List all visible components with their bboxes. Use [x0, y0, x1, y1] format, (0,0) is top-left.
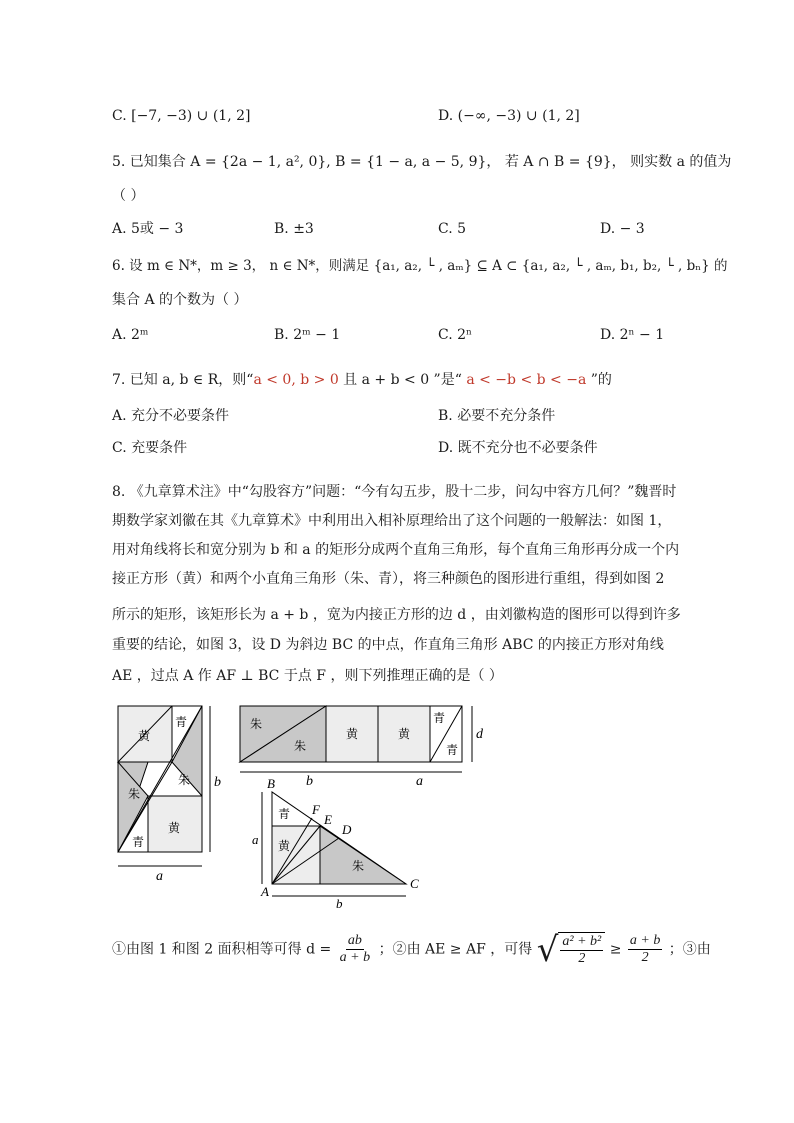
conclusion-2-rhs-den: 2 — [641, 950, 649, 965]
q5-stem: 5. 已知集合 A = {2a − 1, a², 0}, B = {1 − a, a − 5, 9}， 若 A ∩ B = {9}， 则实数 a 的值为 — [112, 154, 732, 170]
q7-prefix: 7. 已知 a, b ∈ R，则“ — [112, 372, 254, 388]
q5-option-d: D. − 3 — [600, 221, 645, 237]
q6-option-b: B. 2ᵐ − 1 — [274, 327, 341, 343]
fig3-label-B: B — [267, 776, 275, 791]
fig1-label-b: b — [214, 775, 221, 790]
conclusion-2-rhs — [628, 933, 662, 966]
q7-condition-1: a < 0, b > 0 — [253, 372, 339, 388]
q6-option-a: A. 2ᵐ — [112, 327, 149, 343]
figure-1 — [118, 706, 221, 884]
fig3-zhu-triangle — [320, 826, 406, 884]
q7-mid: 且 a + b < 0 ”是“ — [338, 372, 467, 388]
conclusion-1-fraction — [338, 933, 372, 966]
fig3-label-huang: 黄 — [278, 839, 291, 853]
q8-line-3: 用对角线将长和宽分别为 b 和 a 的矩形分成两个直角三角形，每个直角三角形再分成一个内 — [112, 542, 680, 558]
q7-option-d: D. 既不充分也不必要条件 — [438, 440, 598, 456]
q4-option-c: C. [−7, −3) ∪ (1, 2] — [112, 108, 251, 124]
fig1-label-zhu-1: 朱 — [178, 773, 191, 787]
q7-condition-2: a < −b < b < −a — [466, 372, 587, 388]
fig3-label-a: a — [252, 832, 259, 847]
q6-option-d: D. 2ⁿ − 1 — [600, 327, 665, 343]
conclusion-2-sqrt — [536, 929, 606, 970]
fig1-label-huang-1: 黄 — [138, 729, 151, 743]
fig3-label-C: C — [410, 876, 419, 891]
fig3-label-A: A — [261, 884, 269, 899]
fig2-label-zhu-1: 朱 — [250, 717, 263, 731]
q7-stem — [112, 370, 612, 390]
q7-option-a: A. 充分不必要条件 — [112, 408, 230, 424]
q8-line-5: 所示的矩形，该矩形长为 a + b ，宽为内接正方形的边 d ，由刘徽构造的图形可以得到许多 — [112, 607, 681, 623]
conclusion-2-radicand-num: a² + b² — [562, 934, 602, 949]
fig2-label-qing-1: 青 — [433, 711, 446, 725]
conclusion-2-radicand — [560, 934, 603, 967]
fig3-label-b: b — [336, 896, 343, 911]
fig3-label-E: E — [324, 812, 332, 827]
fig2-label-d: d — [476, 727, 483, 742]
q8-line-6: 重要的结论，如图 3，设 D 为斜边 BC 的中点，作直角三角形 ABC 的内接正方形对角线 — [112, 637, 664, 653]
fig3-label-F: F — [312, 802, 320, 817]
q6-stem: 6. 设 m ∈ N*，m ≥ 3， n ∈ N*，则满足 {a₁, a₂, └ , aₘ} ⊆ A ⊂ {a₁, a₂, └ , aₘ, b₁, b₂, └ , bₙ} 的 — [112, 258, 728, 274]
q5-option-c: C. 5 — [438, 221, 467, 237]
q6-stem-2: 集合 A 的个数为（ ） — [112, 292, 248, 308]
fig1-label-zhu-2: 朱 — [128, 787, 141, 801]
q5-option-b: B. ±3 — [274, 221, 314, 237]
fig3-label-qing: 青 — [278, 807, 291, 821]
q7-suffix: ”的 — [586, 372, 612, 388]
conclusion-1-numerator: ab — [347, 933, 362, 948]
fig2-label-huang-1: 黄 — [346, 727, 359, 741]
fig3-label-zhu: 朱 — [352, 859, 365, 873]
q5-option-a: A. 5或 − 3 — [112, 221, 184, 237]
fig2-label-zhu-2: 朱 — [294, 739, 307, 753]
fig2-label-huang-2: 黄 — [398, 727, 411, 741]
figures-group — [110, 700, 490, 912]
q7-option-c: C. 充要条件 — [112, 440, 188, 456]
fig3-label-D: D — [342, 822, 352, 837]
q8-line-7: AE ，过点 A 作 AF ⊥ BC 于点 F ，则下列推理正确的是（ ） — [112, 668, 503, 684]
fig2-label-b: b — [306, 774, 313, 789]
conclusion-3-prefix: ；③由 — [668, 941, 711, 958]
q6-option-c: C. 2ⁿ — [438, 327, 473, 343]
q7-option-b: B. 必要不充分条件 — [438, 408, 556, 424]
q8-line-2: 期数学家刘徽在其《九章算术》中利用出入相补原理给出了这个问题的一般解法：如图 1， — [112, 513, 672, 529]
conclusion-1-denominator: a + b — [339, 950, 371, 965]
radical-sign-icon: √ — [536, 929, 559, 970]
q4-option-d: D. (−∞, −3) ∪ (1, 2] — [438, 108, 580, 124]
fig1-label-a: a — [156, 869, 163, 884]
figure-3 — [252, 776, 419, 911]
q8-line-4: 接正方形（黄）和两个小直角三角形（朱、青），将三种颜色的图形进行重组，得到如图 2 — [112, 571, 665, 587]
fig2-label-qing-2: 青 — [446, 743, 459, 757]
conclusion-2-prefix: ；②由 AE ≥ AF ，可得 — [378, 941, 533, 958]
fig1-label-qing-2: 青 — [132, 835, 145, 849]
fig1-label-qing-1: 青 — [175, 715, 188, 729]
conclusion-2-ge: ≥ — [609, 941, 622, 958]
figure-2 — [240, 706, 484, 789]
conclusion-1-prefix: ①由图 1 和图 2 面积相等可得 d = — [112, 941, 332, 958]
fig2-label-a: a — [416, 774, 423, 789]
fig1-label-huang-2: 黄 — [168, 821, 181, 835]
q5-paren: （ ） — [112, 188, 145, 204]
conclusion-2-rhs-num: a + b — [629, 933, 661, 948]
q8-line-1: 8. 《九章算术注》中“勾股容方”问题：“今有勾五步，股十二步，问勾中容方几何？”魏晋时 — [112, 484, 677, 500]
conclusion-2-radicand-den: 2 — [578, 951, 586, 966]
q8-conclusions — [112, 929, 711, 970]
